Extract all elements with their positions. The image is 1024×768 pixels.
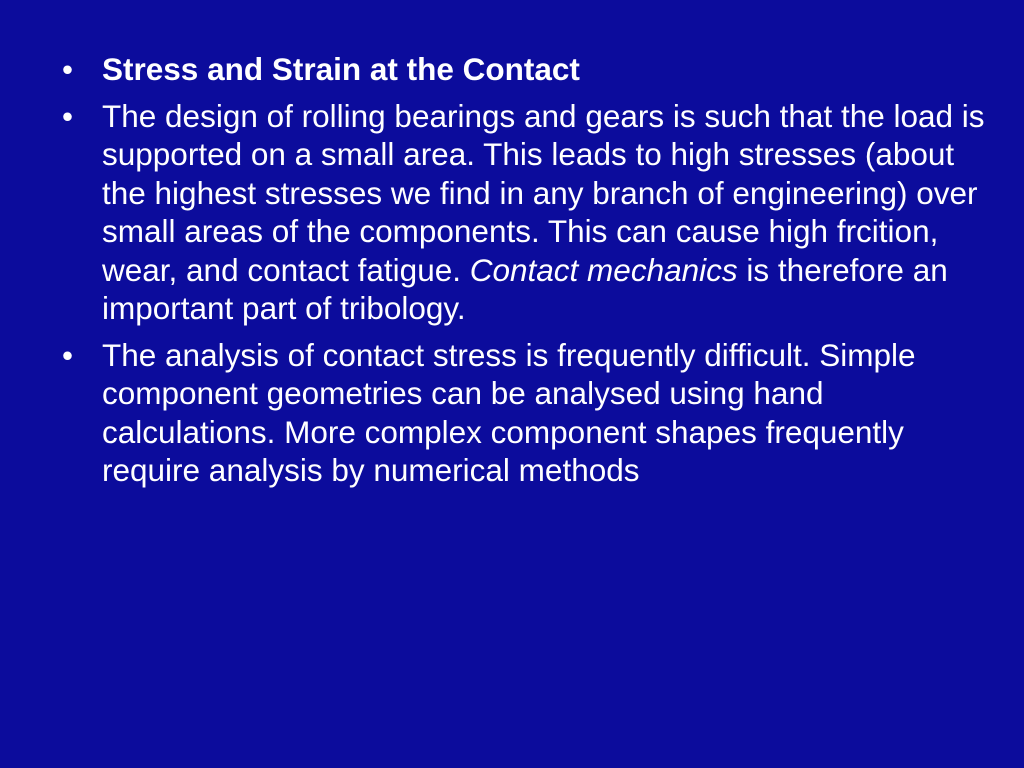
emphasis-contact-mechanics: Contact mechanics <box>469 251 738 288</box>
bullet-list <box>62 50 992 498</box>
slide-heading: Stress and Strain at the Contact <box>102 51 580 87</box>
bullet-marker: • <box>62 97 74 134</box>
bullet-marker: • <box>62 51 74 87</box>
paragraph-text-after: is therefore an important part of tribology. <box>102 251 948 326</box>
paragraph-text-before: The design of rolling bearings and gears is such that the load is supported on a small area. This leads to high stresses (about the highest stresses we find in any branch of engineering) over small areas of the components. This can cause high frcition, wear, and contact fatigue. <box>102 97 985 288</box>
bullet-item-contact-design <box>62 97 992 328</box>
bullet-marker: • <box>62 336 74 373</box>
paragraph-analysis: The analysis of contact stress is frequently difficult. Simple component geometries can be analysed using hand calculations. More complex component shapes frequently require analysis by numerical methods <box>102 336 916 488</box>
bullet-item-analysis <box>62 336 992 490</box>
bullet-item-heading <box>62 50 992 89</box>
paragraph-contact-design <box>102 98 985 327</box>
